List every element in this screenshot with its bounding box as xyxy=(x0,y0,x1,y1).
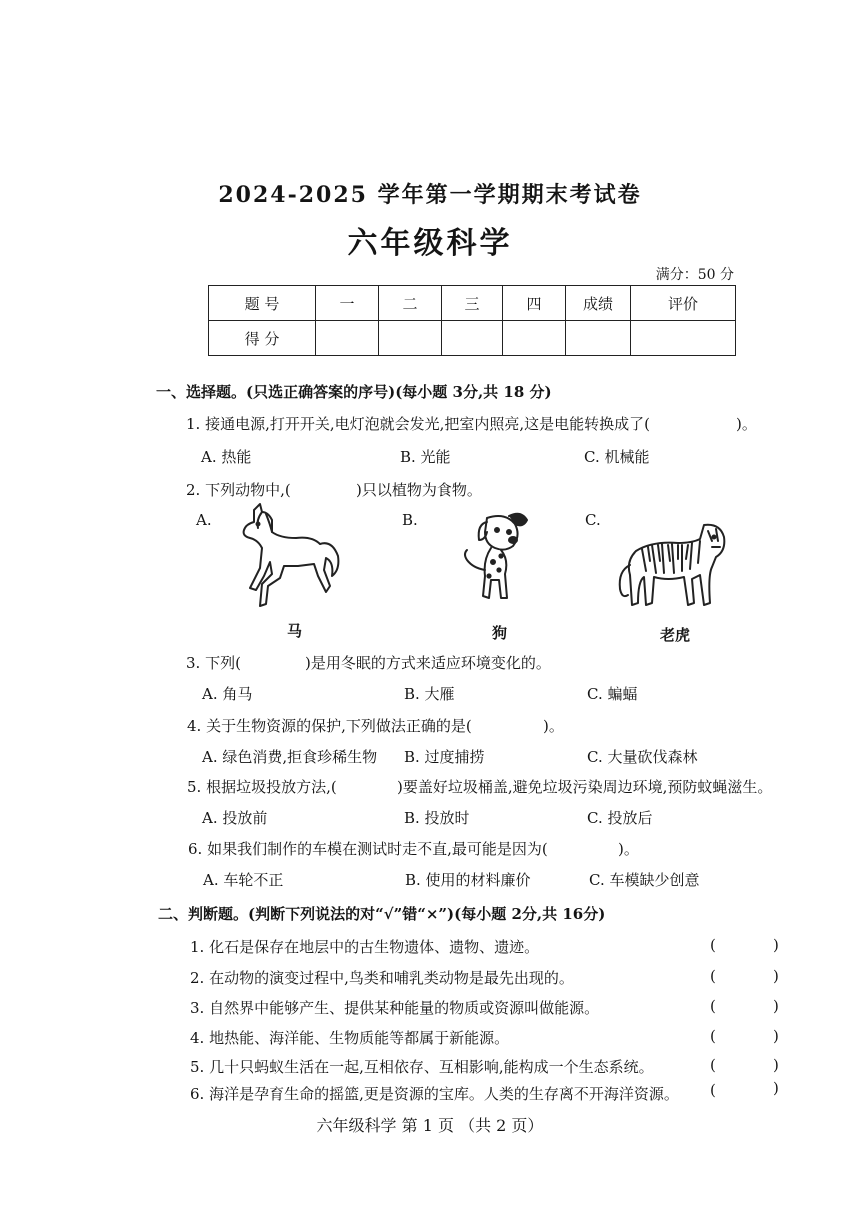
q3-stem: 3. 下列( xyxy=(186,654,241,672)
score-cell[interactable] xyxy=(631,321,736,356)
tiger-icon xyxy=(612,515,732,615)
judge-paren-open: ( xyxy=(710,1081,716,1099)
horse-icon xyxy=(236,500,346,615)
score-cell[interactable] xyxy=(566,321,631,356)
score-table-cell: 一 xyxy=(316,286,379,321)
judge-item: 4. 地热能、海洋能、生物质能等都属于新能源。 xyxy=(190,1029,510,1047)
q2-option-c[interactable]: C. xyxy=(585,511,601,529)
judge-paren-close: ) xyxy=(773,936,779,954)
score-cell[interactable] xyxy=(379,321,442,356)
dog-icon xyxy=(455,510,535,610)
q3-option-b[interactable]: B. 大雁 xyxy=(404,685,455,703)
exam-subtitle: 六年级科学 xyxy=(347,226,513,261)
q1-option-a[interactable]: A. 热能 xyxy=(201,448,252,466)
judge-item: 1. 化石是保存在地层中的古生物遗体、遗物、遗迹。 xyxy=(190,938,540,956)
section1-title: 一、选择题。(只选正确答案的序号)(每小题 3分,共 18 分) xyxy=(156,383,552,401)
q1-close: )。 xyxy=(736,415,757,433)
page-footer: 六年级科学 第 1 页 （共 2 页） xyxy=(316,1116,544,1135)
score-table-cell: 题 号 xyxy=(209,286,316,321)
judge-paren-close: ) xyxy=(773,1079,779,1097)
q2-stem: 2. 下列动物中,( xyxy=(186,481,291,499)
judge-paren-open: ( xyxy=(710,1056,716,1074)
q5-option-b[interactable]: B. 投放时 xyxy=(404,809,470,827)
q1-option-c[interactable]: C. 机械能 xyxy=(584,448,650,466)
judge-paren-close: ) xyxy=(773,997,779,1015)
q2-picture-label-horse: 马 xyxy=(287,622,303,640)
section2-title: 二、判断题。(判断下列说法的对“√”错“×”)(每小题 2分,共 16分) xyxy=(158,905,606,923)
q3-option-a[interactable]: A. 角马 xyxy=(202,685,253,703)
q2-picture-label-dog: 狗 xyxy=(492,624,508,642)
score-table-cell: 二 xyxy=(379,286,442,321)
judge-item: 2. 在动物的演变过程中,鸟类和哺乳类动物是最先出现的。 xyxy=(190,969,574,987)
q4-option-c[interactable]: C. 大量砍伐森林 xyxy=(587,748,698,766)
judge-item: 3. 自然界中能够产生、提供某种能量的物质或资源叫做能源。 xyxy=(190,999,600,1017)
q2-option-b[interactable]: B. xyxy=(402,511,418,529)
judge-paren-open: ( xyxy=(710,997,716,1015)
q2-close: )只以植物为食物。 xyxy=(356,481,482,499)
score-table xyxy=(208,285,736,356)
score-table-score-row xyxy=(209,321,736,356)
q6-option-b[interactable]: B. 使用的材料廉价 xyxy=(405,871,531,889)
q2-option-a[interactable]: A. xyxy=(196,511,212,529)
judge-paren-close: ) xyxy=(773,967,779,985)
q5-option-a[interactable]: A. 投放前 xyxy=(202,809,268,827)
score-cell[interactable] xyxy=(316,321,379,356)
q5-close: )要盖好垃圾桶盖,避免垃圾污染周边环境,预防蚊蝇滋生。 xyxy=(397,778,773,796)
score-table-header-row xyxy=(209,286,736,321)
exam-title: 2024-2025 学年第一学期期末考试卷 xyxy=(218,182,642,208)
q6-stem: 6. 如果我们制作的车模在测试时走不直,最可能是因为( xyxy=(188,840,548,858)
judge-paren-open: ( xyxy=(710,1027,716,1045)
q6-option-a[interactable]: A. 车轮不正 xyxy=(203,871,284,889)
score-table-cell: 评价 xyxy=(631,286,736,321)
q1-option-b[interactable]: B. 光能 xyxy=(400,448,451,466)
q1-stem: 1. 接通电源,打开开关,电灯泡就会发光,把室内照亮,这是电能转换成了( xyxy=(186,415,651,433)
q4-stem: 4. 关于生物资源的保护,下列做法正确的是( xyxy=(187,717,472,735)
q2-picture-label-tiger: 老虎 xyxy=(660,626,691,644)
judge-paren-open: ( xyxy=(710,936,716,954)
score-row-label: 得 分 xyxy=(209,321,316,356)
q6-close: )。 xyxy=(618,840,639,858)
score-table-cell: 三 xyxy=(442,286,503,321)
q4-option-a[interactable]: A. 绿色消费,拒食珍稀生物 xyxy=(202,748,378,766)
q6-option-c[interactable]: C. 车模缺少创意 xyxy=(589,871,700,889)
score-cell[interactable] xyxy=(503,321,566,356)
judge-paren-open: ( xyxy=(710,967,716,985)
q3-close: )是用冬眠的方式来适应环境变化的。 xyxy=(305,654,551,672)
q4-close: )。 xyxy=(543,717,564,735)
score-table-cell: 成绩 xyxy=(566,286,631,321)
q5-stem: 5. 根据垃圾投放方法,( xyxy=(187,778,337,796)
q3-option-c[interactable]: C. 蝙蝠 xyxy=(587,685,638,703)
full-score: 满分：50 分 xyxy=(655,267,734,283)
score-cell[interactable] xyxy=(442,321,503,356)
judge-paren-close: ) xyxy=(773,1027,779,1045)
judge-paren-close: ) xyxy=(773,1056,779,1074)
judge-item: 6. 海洋是孕育生命的摇篮,更是资源的宝库。人类的生存离不开海洋资源。 xyxy=(190,1085,679,1103)
q4-option-b[interactable]: B. 过度捕捞 xyxy=(404,748,485,766)
q5-option-c[interactable]: C. 投放后 xyxy=(587,809,653,827)
judge-item: 5. 几十只蚂蚁生活在一起,互相依存、互相影响,能构成一个生态系统。 xyxy=(190,1058,654,1076)
score-table-cell: 四 xyxy=(503,286,566,321)
